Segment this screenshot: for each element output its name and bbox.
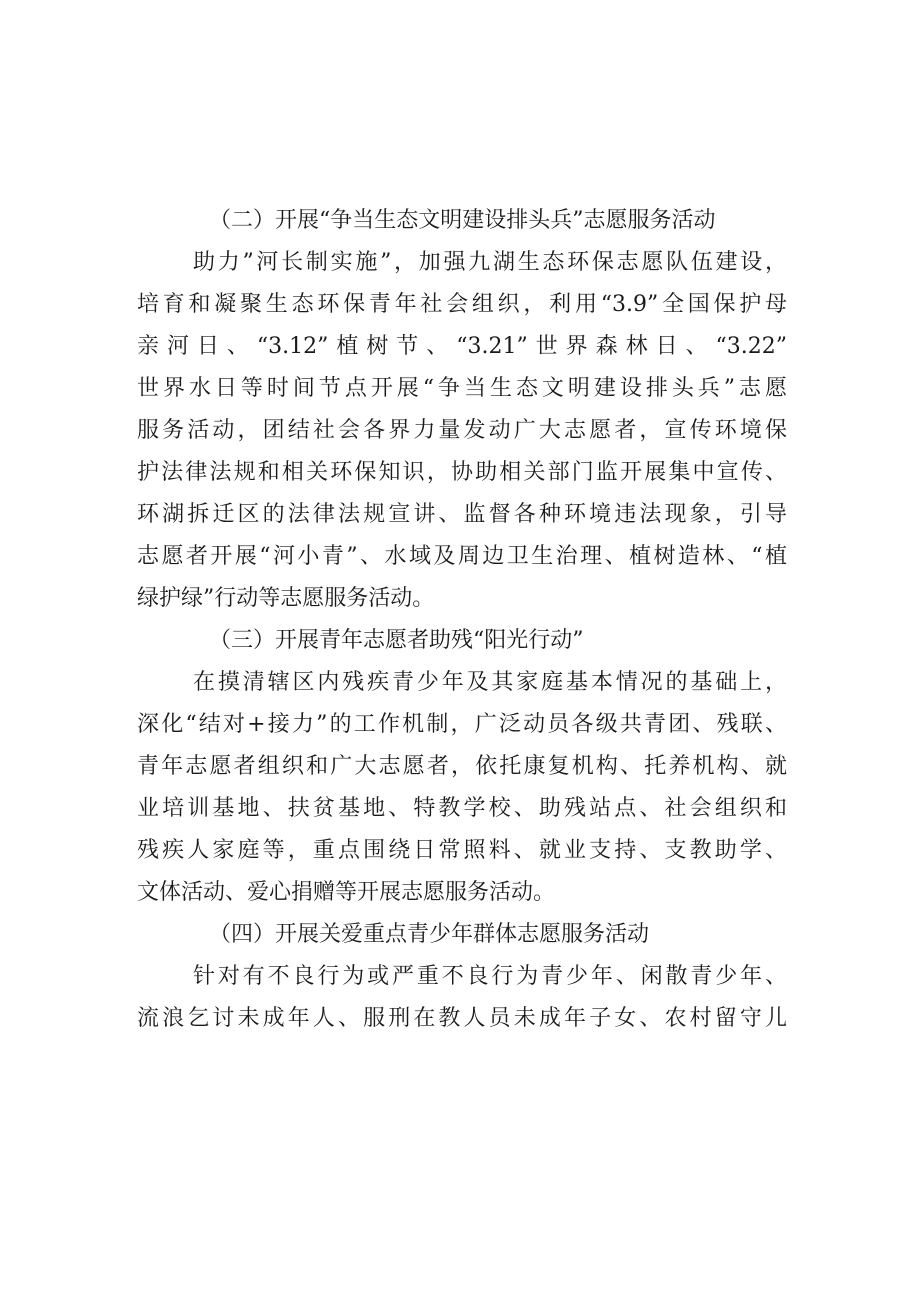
paragraph-line: 世界水日等时间节点开展“争当生态文明建设排头兵”志愿	[137, 376, 787, 401]
paragraph-line: 深化“结对+接力”的工作机制，广泛动员各级共青团、残联、	[137, 712, 787, 737]
paragraph-line: 业培训基地、扶贫基地、特教学校、助残站点、社会组织和	[137, 796, 787, 821]
paragraph-line: 文体活动、爱心捐赠等开展志愿服务活动。	[137, 880, 556, 905]
paragraph-line: 青年志愿者组织和广大志愿者，依托康复机构、托养机构、就	[137, 754, 787, 779]
paragraph-line: 残疾人家庭等，重点围绕日常照料、就业支持、支教助学、	[137, 838, 787, 863]
paragraph-line: 培育和凝聚生态环保青年社会组织，利用“3.9”全国保护母	[137, 292, 787, 317]
paragraph-line: 志愿者开展“河小青”、水域及周边卫生治理、植树造林、“植	[137, 544, 787, 569]
paragraph-line: 服务活动，团结社会各界力量发动广大志愿者，宣传环境保	[137, 418, 787, 443]
paragraph-line: 绿护绿”行动等志愿服务活动。	[137, 586, 435, 611]
paragraph-line: 助力”河长制实施”，加强九湖生态环保志愿队伍建设，	[193, 250, 787, 275]
paragraph-line: 亲河日、“3.12”植树节、“3.21”世界森林日、“3.22”	[137, 334, 787, 359]
section-heading-3: （三）开展青年志愿者助残“阳光行动”	[209, 628, 584, 653]
section-heading-2: （二）开展“争当生态文明建设排头兵”志愿服务活动	[209, 208, 716, 233]
paragraph-line: 在摸清辖区内残疾青少年及其家庭基本情况的基础上，	[193, 670, 787, 695]
paragraph-line: 环湖拆迁区的法律法规宣讲、监督各种环境违法现象，引导	[137, 502, 787, 527]
section-heading-4: （四）开展关爱重点青少年群体志愿服务活动	[209, 922, 650, 947]
document-body	[137, 200, 787, 1040]
paragraph-line: 针对有不良行为或严重不良行为青少年、闲散青少年、	[193, 964, 787, 989]
paragraph-line: 护法律法规和相关环保知识，协助相关部门监开展集中宣传、	[137, 460, 787, 485]
paragraph-line: 流浪乞讨未成年人、服刑在教人员未成年子女、农村留守儿	[137, 1006, 787, 1031]
